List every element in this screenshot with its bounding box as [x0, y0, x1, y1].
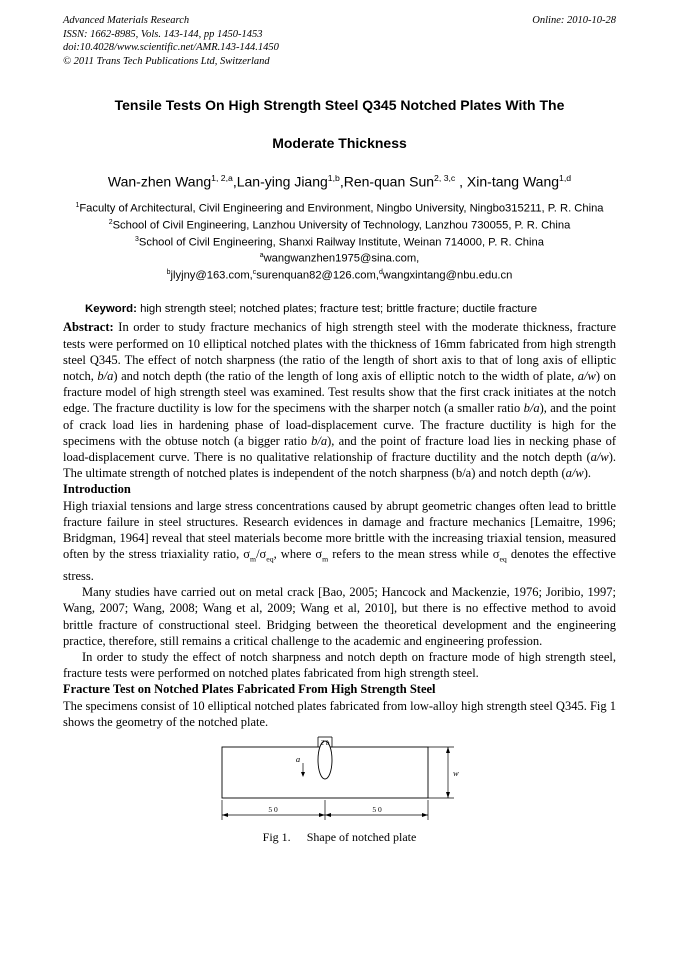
keyword-text: high strength steel; notched plates; fracture test; brittle fracture; ductile fracture — [136, 303, 538, 316]
keyword-label: Keyword: — [85, 303, 137, 316]
introduction-paragraph-2: Many studies have carried out on metal crack [Bao, 2005; Hancock and Mackenzie, 1976; Joribio, 1997; Wang, 2007; Wang, 2008; Wang et al, 2009; Wang et al, 2010], but there is no effective method to avoid brittle fracture of constructional steel. Bridging between the theoretical development and the engineering practice, therefore, still remains a critical challenge to the academic and engineering profession. — [63, 585, 616, 648]
figure-caption-text: Shape of notched plate — [306, 830, 417, 844]
figure-caption — [63, 830, 616, 845]
dim-arrow-right-inner — [325, 813, 331, 817]
journal-copyright-line: © 2011 Trans Tech Publications Ltd, Switzerland — [63, 55, 270, 67]
plate-width-dimension — [428, 747, 454, 798]
bottom-dimensions — [222, 800, 428, 820]
paper-title-line-1: Tensile Tests On High Strength Steel Q345 Notched Plates With The — [114, 96, 565, 113]
abstract-label: Abstract: — [63, 320, 114, 335]
section-heading-fracture-test: Fracture Test on Notched Plates Fabricated From High Strength Steel — [63, 682, 436, 697]
authors-line: Wan-zhen Wang$^{1, 2,a}$,Lan-ying Jiang$^{1,b}$,Ren-quan Sun$^{2, 3,c}$ , Xin-tang Wang$^{1,d}$ — [107, 172, 572, 190]
affiliation-3: $^3$School of Civil Engineering, Shanxi Railway Institute, Weinan 714000, P. R. China — [135, 235, 544, 249]
label-w: w — [453, 768, 459, 778]
affiliations-block — [63, 201, 616, 284]
w-arrow-top — [446, 747, 450, 753]
notch-depth-dimension — [301, 763, 305, 777]
email-line-1: $^a$wangwanzhen1975@sina.com, — [259, 252, 420, 265]
introduction-paragraph-3: In order to study the effect of notch sharpness and notch depth on fracture mode of high strength steel, fracture tests were performed on notched plates fabricated from high strength steel. — [63, 649, 616, 681]
email-line-2: $^b$jlyjny@163.com,$^c$surenquan82@126.com,$^d$wangxintang@nbu.edu.cn — [166, 268, 513, 282]
figure-1 — [63, 736, 616, 845]
label-a: a — [295, 754, 301, 764]
affiliation-2: $^2$School of Civil Engineering, Lanzhou University of Technology, Lanzhou 730055, P. R. China — [108, 218, 571, 232]
fracture-test-paragraph-1: The specimens consist of 10 elliptical notched plates fabricated from low-alloy high strength steel Q345. Fig 1 shows the geometry of the notched plate. — [63, 698, 616, 729]
label-dim-left: 5 0 — [268, 805, 278, 814]
notched-plate-diagram — [182, 736, 522, 828]
paper-title — [63, 97, 616, 151]
abstract-text: In order to study fracture mechanics of high strength steel with the moderate thickness, fracture tests were performed on 10 elliptical notched plates with the thickness of 16mm fabricated from high strength steel Q345. The effect of notch sharpness (the ratio of the length of short axis to that of long axis of elliptic notch, b/a) and notch depth (the ratio of the length of long axis of elliptic notch to the width of plate, a/w) on fracture model of high strength steel was examined. Test results show that the first crack initiates at the notch edge. The fracture ductility is low for the specimens with the sharper notch (a smaller ratio b/a), and the point of crack load lies in hardening phase of load-displacement curve. The fracture ductility is high for the specimens with the obtuse notch (a bigger ratio b/a), and the point of fracture load lies in necking phase of load-displacement curve. There is no qualitative relationship of fracture ductility and the notch depth (a/w). The ultimate strength of notched plates is independent of the notch sharpness (b/a) and notch depth (a/w). — [63, 320, 617, 481]
journal-info-block — [63, 14, 279, 69]
journal-issn-line: ISSN: 1662-8985, Vols. 143-144, pp 1450-1453 — [63, 28, 263, 40]
paper-title-line-2: Moderate Thickness — [272, 134, 407, 151]
abstract-paragraph — [63, 319, 616, 481]
journal-header — [63, 14, 616, 69]
journal-name: Advanced Materials Research — [63, 15, 190, 26]
section-heading-introduction: Introduction — [63, 482, 131, 497]
w-arrow-bottom — [446, 792, 450, 798]
online-date: Online: 2010-10-28 — [532, 15, 616, 26]
introduction-paragraph-1: High triaxial tensions and large stress concentrations caused by abrupt geometric changes often lead to brittle fracture failure in steel structures. Research evidences in damage and fracture mechanics [Lemaitre, 1996; Bridgman, 1964] reveal that steel materials become more brittle with the increasing triaxial tension, measured often by the stress triaxiality ratio, $\sigma_m/\sigma_{eq}$, where $\sigma_m$ refers to the mean stress while $\sigma_{eq}$ denotes the effective stress. — [63, 498, 616, 583]
affiliation-1: $^1$Faculty of Architectural, Civil Engineering and Environment, Ningbo University, Ningbo315211, P. R. China — [75, 202, 604, 215]
journal-doi-line: doi:10.4028/www.scientific.net/AMR.143-144.1450 — [63, 42, 279, 54]
dim-arrow-left-outer — [222, 813, 228, 817]
figure-caption-label: Fig 1. — [262, 830, 291, 844]
keyword-line — [63, 303, 616, 315]
dim-arrow-right-outer — [422, 813, 428, 817]
label-dim-right: 5 0 — [372, 805, 382, 814]
dim-arrow-left-inner — [319, 813, 325, 817]
label-2b: 2 b — [320, 739, 330, 747]
